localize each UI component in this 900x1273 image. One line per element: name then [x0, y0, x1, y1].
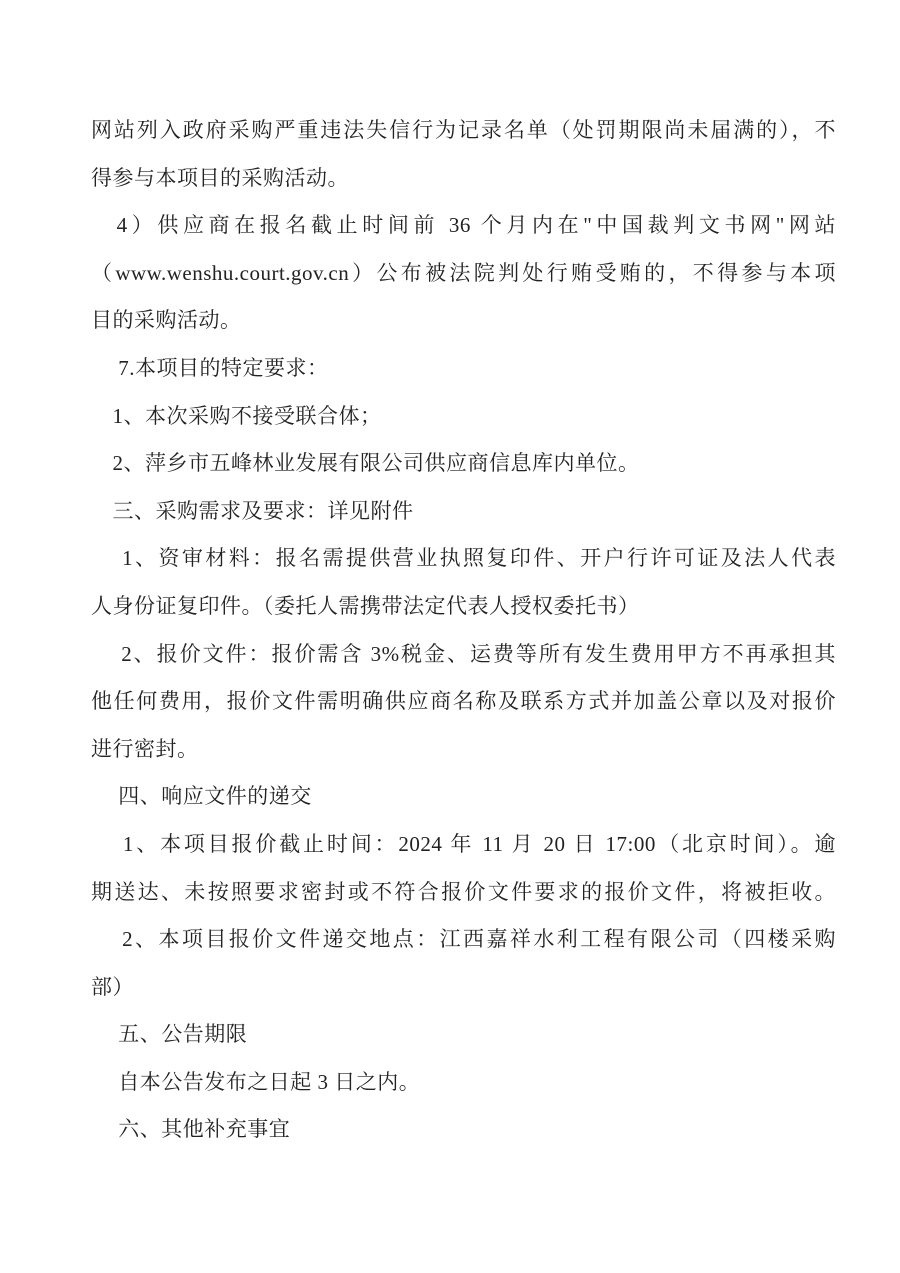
text-line: 自本公告发布之日起 3 日之内。 [91, 1069, 421, 1094]
text-line: 人身份证复印件。（委托人需携带法定代表人授权委托书） [91, 593, 640, 618]
document-body [91, 107, 836, 1154]
text-line: 四、响应文件的递交 [91, 784, 312, 809]
text-line: 7.本项目的特定要求： [91, 355, 329, 380]
text-line: 1、本次采购不接受联合体； [91, 403, 382, 428]
text-line: 期送达、未按照要求密封或不符合报价文件要求的报价文件，将被拒收。 [91, 879, 836, 904]
text-line: 他任何费用，报价文件需明确供应商名称及联系方式并加盖公章以及对报价 [91, 689, 836, 714]
text-line: 4）供应商在报名截止时间前 36 个月内在"中国裁判文书网"网站 [91, 213, 836, 238]
text-line: 进行密封。 [91, 736, 199, 761]
text-line: 六、其他补充事宜 [91, 1117, 291, 1142]
text-line: 三、采购需求及要求：详见附件 [91, 498, 414, 523]
text-line: 网站列入政府采购严重违法失信行为记录名单（处罚期限尚未届满的），不 [91, 118, 836, 142]
text-line: （www.wenshu.court.gov.cn）公布被法院判处行贿受贿的，不得参与本项 [91, 260, 836, 285]
text-line: 部） [91, 974, 134, 999]
text-line: 2、报价文件：报价需含 3%税金、运费等所有发生费用甲方不再承担其 [91, 641, 836, 666]
text-line: 五、公告期限 [91, 1022, 248, 1047]
text-line: 得参与本项目的采购活动。 [91, 165, 349, 190]
text-line: 1、资审材料：报名需提供营业执照复印件、开户行许可证及法人代表 [91, 546, 836, 571]
text-line: 2、本项目报价文件递交地点：江西嘉祥水利工程有限公司（四楼采购 [91, 927, 836, 952]
text-line: 1、本项目报价截止时间：2024 年 11 月 20 日 17:00（北京时间）。逾 [91, 831, 836, 856]
text-line: 2、萍乡市五峰林业发展有限公司供应商信息库内单位。 [91, 451, 640, 476]
text-line: 目的采购活动。 [91, 308, 242, 333]
